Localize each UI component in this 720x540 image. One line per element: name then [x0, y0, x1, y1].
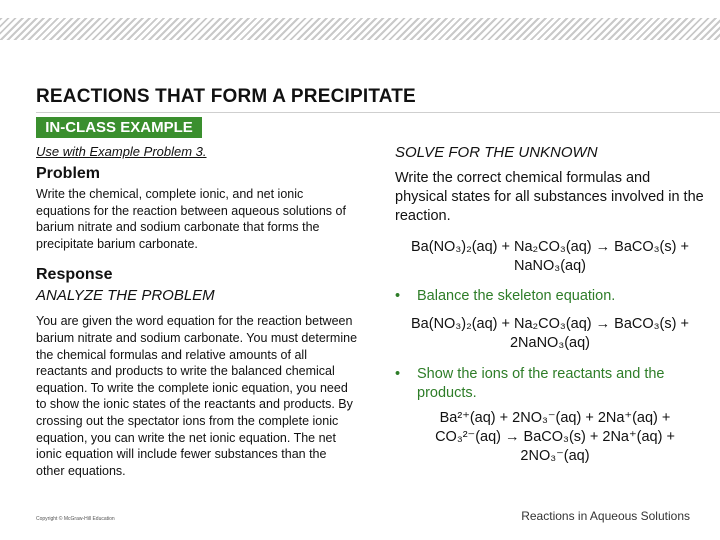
use-with-note: Use with Example Problem 3.: [36, 144, 207, 159]
equation-complete-ionic: Ba²⁺(aq) + 2NO₃⁻(aq) + 2Na⁺(aq) + CO₃²⁻(aq) → BaCO₃(s) + 2Na⁺(aq) + 2NO₃⁻(aq): [435, 410, 675, 464]
in-class-example-badge: IN-CLASS EXAMPLE: [36, 117, 202, 138]
problem-heading: Problem: [36, 165, 101, 182]
analyze-heading: ANALYZE THE PROBLEM: [36, 287, 215, 305]
bullet-ions-text: Show the ions of the reactants and the products.: [417, 366, 665, 401]
instructions-text: Write the correct chemical formulas and physical states for all substances involved in the reaction.: [395, 170, 704, 224]
top-stripe-decoration: [0, 18, 720, 40]
footer-section-title: Reactions in Aqueous Solutions: [521, 509, 690, 523]
bullet-dot: •: [395, 288, 401, 304]
bullet-balance: [395, 287, 705, 306]
right-column: [395, 144, 705, 466]
analyze-text: You are given the word equation for the reaction between barium nitrate and sodium carbonate. You must determine the chemical formulas and relative amounts of all reactants and products to write the balanced chemical equation. To write the complete ionic equation, you need to show the ionic states of the reactants and products. By crossing out the spectator ions from the complete ionic equation, you can write the net ionic equation. The net ionic equation will include fewer substances than the other equations.: [36, 314, 358, 478]
equation-balanced: Ba(NO₃)₂(aq) + Na₂CO₃(aq) → BaCO₃(s) + 2NaNO₃(aq): [411, 316, 689, 351]
left-column: [36, 144, 358, 479]
bullet-dot: •: [395, 366, 401, 382]
response-heading: Response: [36, 266, 113, 284]
bullet-ions: [395, 365, 705, 403]
equation-skeleton: Ba(NO₃)₂(aq) + Na₂CO₃(aq) → BaCO₃(s) + NaNO₃(aq): [411, 239, 689, 274]
solve-heading: SOLVE FOR THE UNKNOWN: [395, 144, 598, 161]
slide-title: REACTIONS THAT FORM A PRECIPITATE: [36, 86, 416, 107]
problem-text: Write the chemical, complete ionic, and net ionic equations for the reaction between aqueous solutions of barium nitrate and sodium carbonate that forms the precipitate barium carbonate.: [36, 187, 346, 251]
title-divider: [36, 112, 720, 113]
copyright-notice: Copyright © McGraw-Hill Education: [36, 516, 115, 522]
bullet-balance-text: Balance the skeleton equation.: [417, 288, 616, 304]
